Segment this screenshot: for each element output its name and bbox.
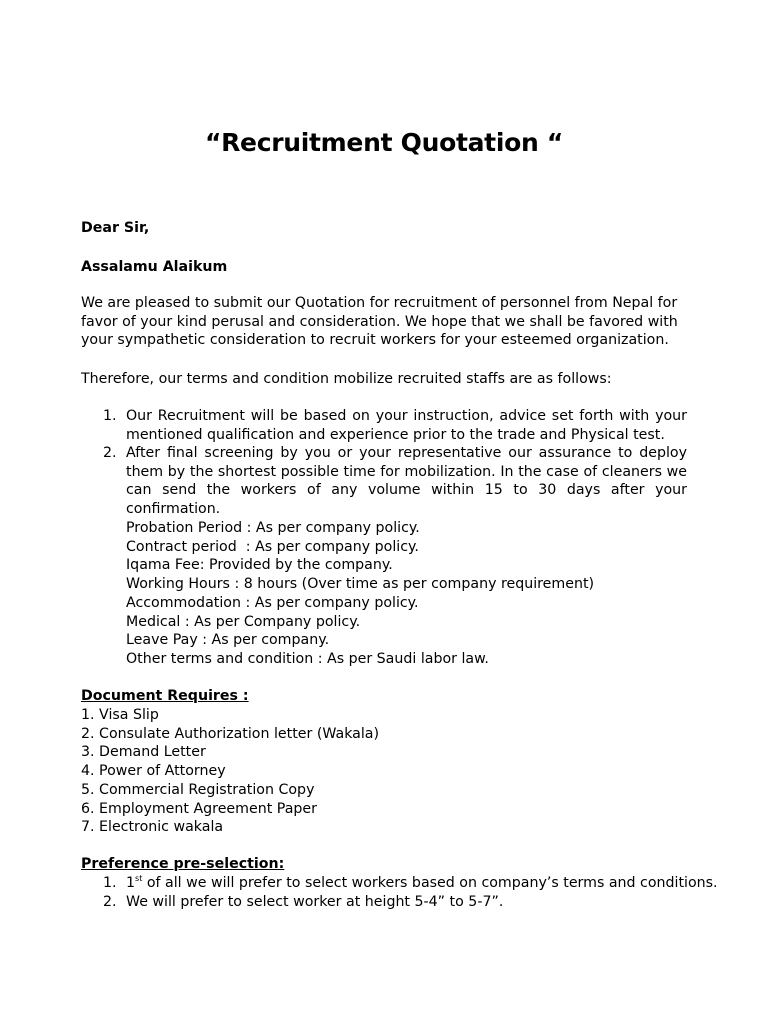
item-number: 1. [103, 408, 117, 424]
term-medical: Medical : As per Company policy. [126, 613, 361, 630]
greeting: Assalamu Alaikum [81, 259, 228, 275]
item-text: After final screening by you or your representative our assurance to deploy them by the shortest possible time for mobilization. In the case of cleaners we can send the workers of any volume within 15 to 30 days after your confirmation. [126, 445, 687, 518]
term-working-hours: Working Hours : 8 hours (Over time as per company requirement) [126, 576, 595, 593]
item-text: We will prefer to select worker at height 5-4” to 5-7”. [126, 894, 504, 910]
page-title: “Recruitment Quotation “ [204, 128, 564, 157]
numbered-item-2 [81, 444, 687, 519]
preference-heading: Preference pre-selection: [81, 856, 285, 872]
term-other: Other terms and condition : As per Saudi labor law. [126, 650, 489, 667]
list-item: 1. Visa Slip [81, 707, 159, 723]
list-item: 5. Commercial Registration Copy [81, 781, 315, 798]
list-item: 4. Power of Attorney [81, 763, 226, 780]
item-text-rest: of all we will prefer to select workers based on company’s terms and conditions. [142, 875, 718, 891]
list-item: 3. Demand Letter [81, 744, 206, 761]
term-leave-pay: Leave Pay : As per company. [126, 632, 330, 649]
documents-list [81, 706, 687, 837]
term-probation: Probation Period : As per company policy. [126, 520, 420, 536]
list-item: 6. Employment Agreement Paper [81, 800, 317, 817]
numbered-item-1 [81, 407, 687, 444]
terms-intro: Therefore, our terms and condition mobilize recruited staffs are as follows: [81, 371, 612, 387]
item-number: 2. [103, 894, 117, 910]
item-number: 1. [103, 875, 117, 891]
item-text: Our Recruitment will be based on your instruction, advice set forth with your mentioned qualification and experience prior to the trade and Physical test. [126, 408, 687, 443]
terms-list [126, 519, 686, 669]
documents-heading: Document Requires : [81, 688, 249, 704]
preference-item-2 [81, 893, 687, 912]
term-accommodation: Accommodation : As per company policy. [126, 594, 419, 611]
list-item: 2. Consulate Authorization letter (Wakala) [81, 725, 380, 742]
preference-item-1 [81, 874, 718, 893]
item-number: 2. [103, 445, 117, 461]
term-iqama: Iqama Fee: Provided by the company. [126, 557, 393, 574]
intro-paragraph: We are pleased to submit our Quotation for recruitment of personnel from Nepal for favor of your kind perusal and consideration. We hope that we shall be favored with your sympathetic consideration to recruit workers for your esteemed organization. [81, 295, 678, 349]
term-contract: Contract period : As per company policy. [126, 538, 419, 555]
item-text [126, 874, 718, 893]
ordinal-suffix: st [135, 874, 143, 883]
list-item: 7. Electronic wakala [81, 819, 224, 836]
salutation: Dear Sir, [81, 220, 150, 236]
ordinal-number: 1 [126, 875, 136, 891]
